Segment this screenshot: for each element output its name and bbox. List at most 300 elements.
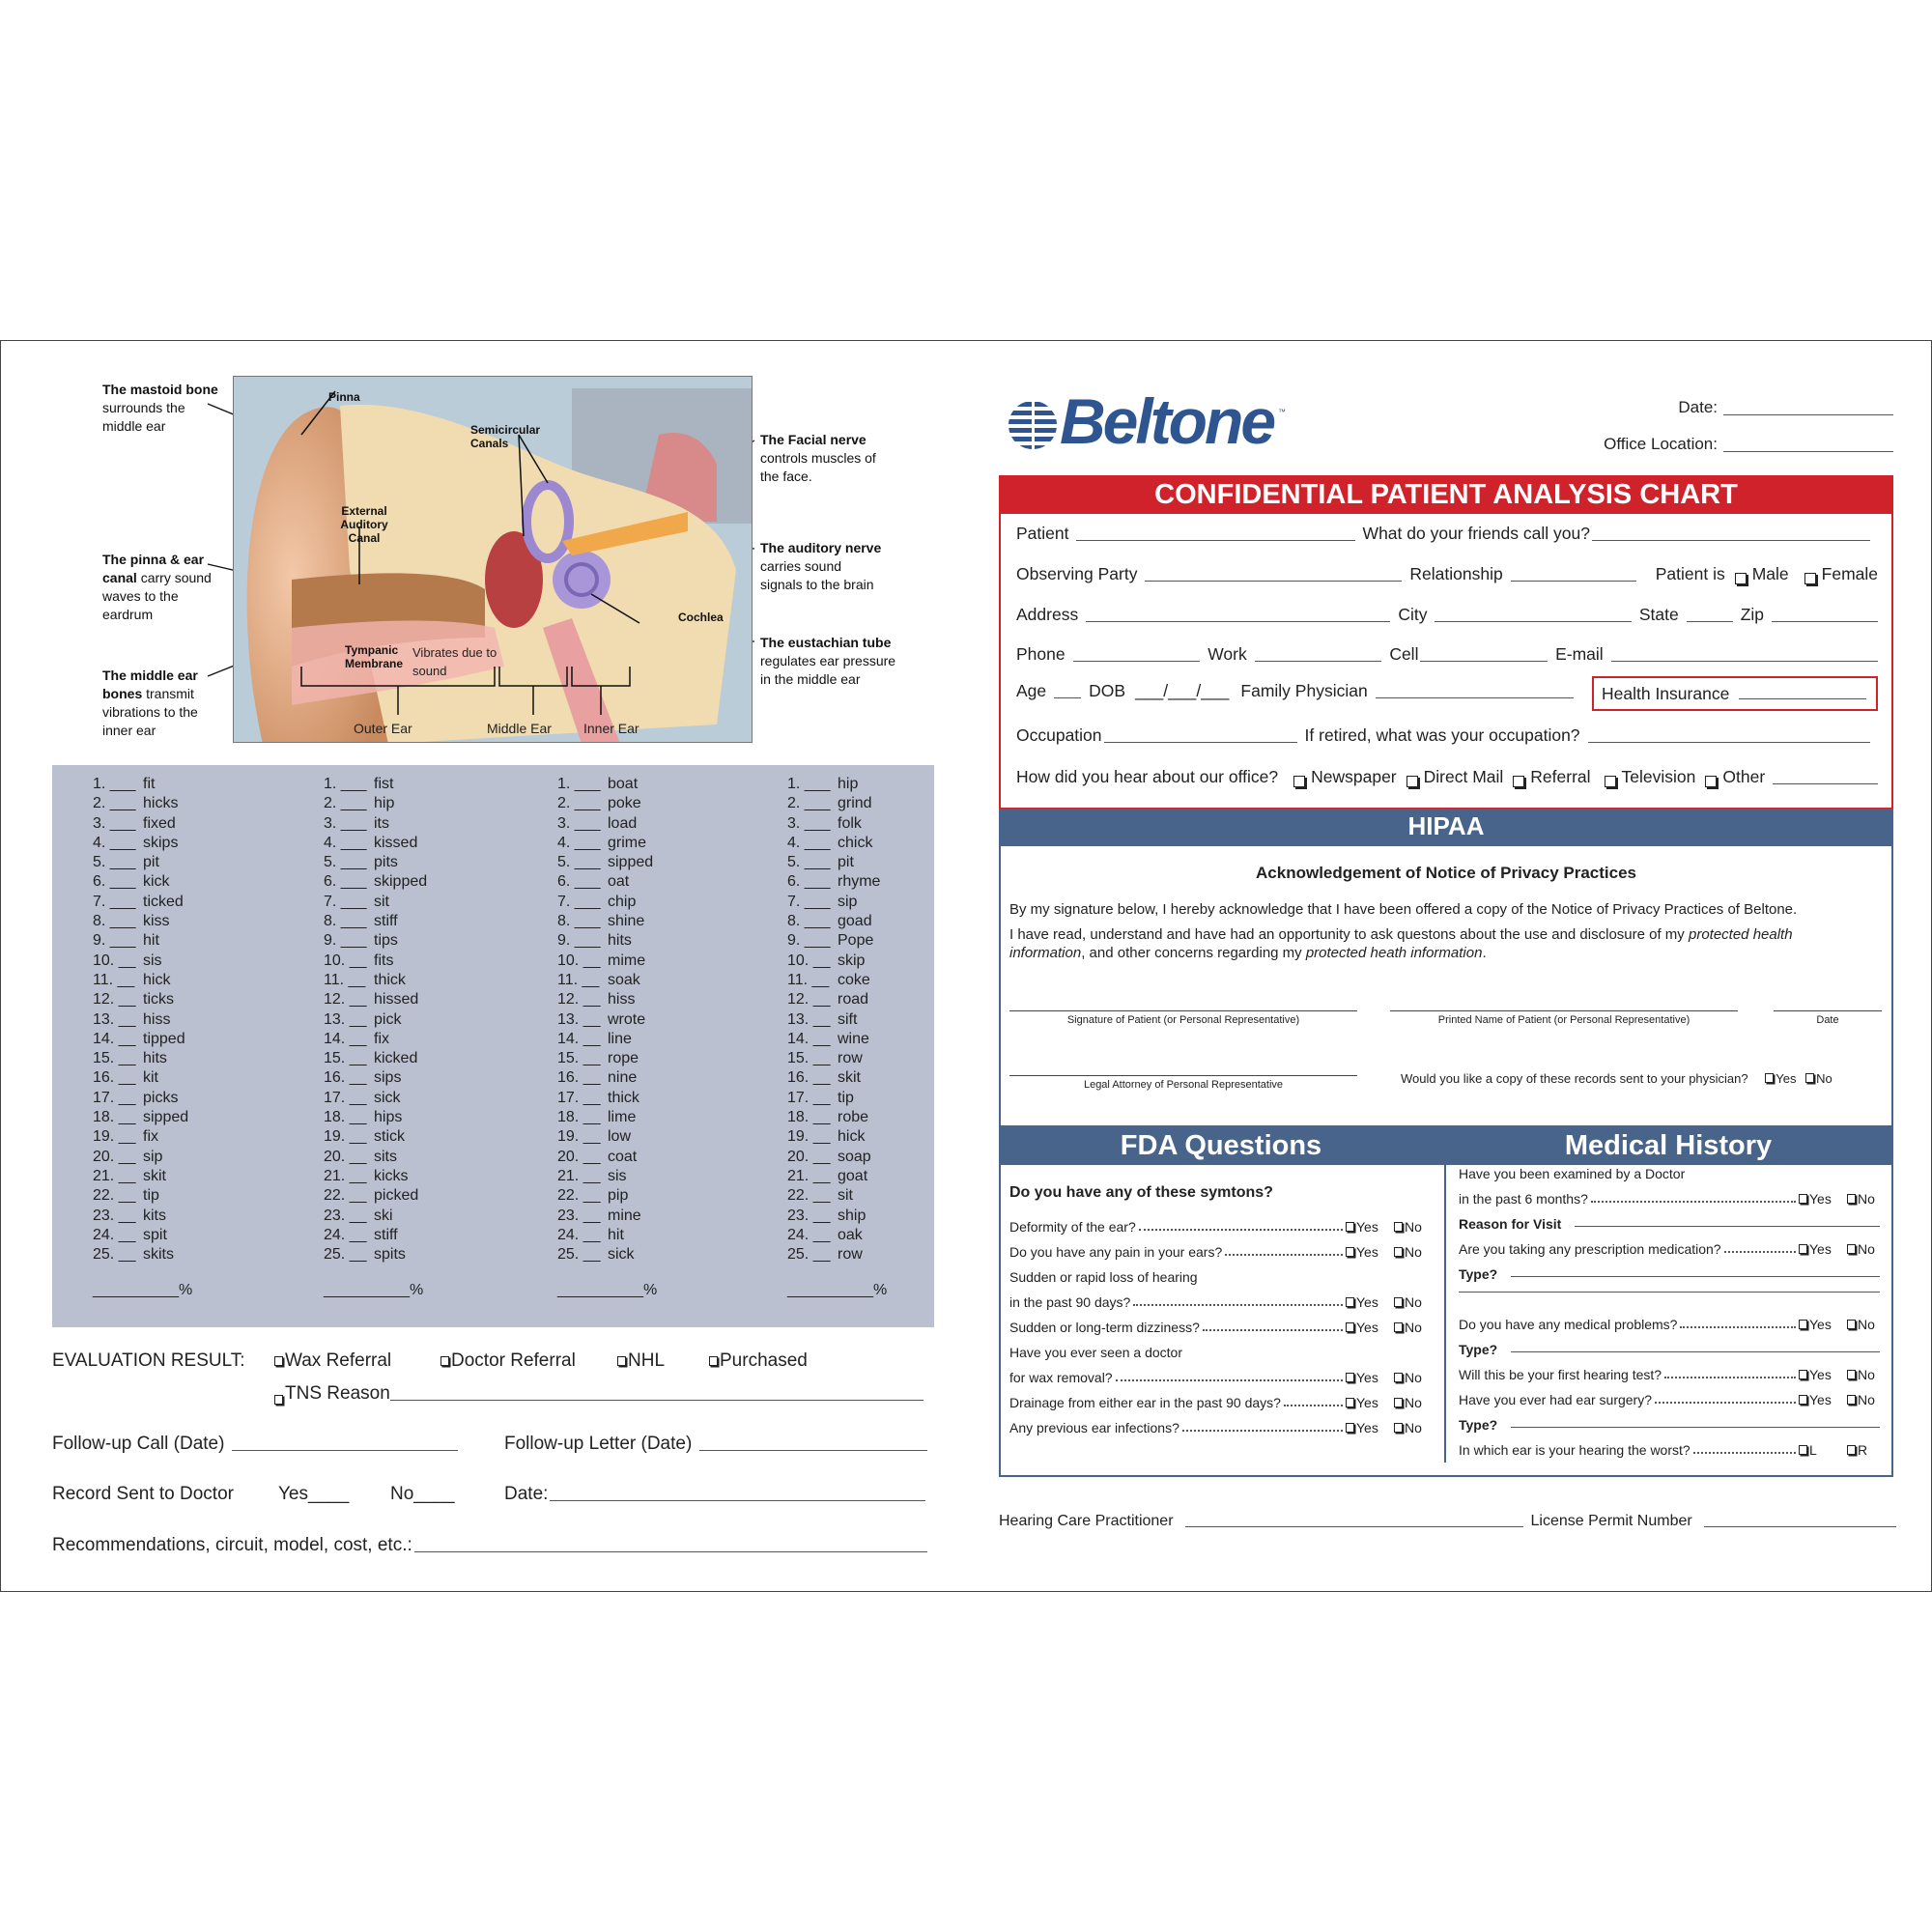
- word-list-item[interactable]: [557, 1089, 653, 1108]
- checkbox-icon[interactable]: [1394, 1373, 1403, 1382]
- percent-score-field[interactable]: __________%: [93, 1282, 193, 1298]
- percent-score-field[interactable]: __________%: [787, 1282, 888, 1298]
- word: thick: [374, 971, 406, 988]
- word-list-item[interactable]: [557, 1207, 653, 1226]
- word: sick: [608, 1246, 635, 1264]
- word-list-item[interactable]: [324, 1148, 427, 1167]
- followup-call-line[interactable]: [232, 1450, 458, 1451]
- other-checkbox[interactable]: [1705, 776, 1717, 787]
- patient-input[interactable]: [1076, 540, 1354, 541]
- yes-option[interactable]: [1346, 1370, 1394, 1385]
- retired-label: If retired, what was your occupation?: [1304, 725, 1580, 745]
- fda-question: [1009, 1370, 1427, 1385]
- word-list-item[interactable]: [324, 834, 427, 853]
- word-list-item[interactable]: [324, 794, 427, 813]
- retired-input[interactable]: [1588, 742, 1870, 743]
- item-number: 2. ___: [93, 795, 136, 812]
- word-list-item[interactable]: [324, 1068, 427, 1088]
- checkbox-icon[interactable]: [1346, 1423, 1354, 1433]
- word: folk: [838, 814, 862, 832]
- no-option[interactable]: [1847, 1191, 1880, 1207]
- word-list-item[interactable]: [787, 1089, 880, 1108]
- word-list-item[interactable]: [787, 1127, 880, 1147]
- friends-input[interactable]: [1592, 540, 1870, 541]
- word-list-item[interactable]: [93, 1068, 188, 1088]
- label-text: inner ear: [102, 723, 156, 738]
- answer-line[interactable]: [1511, 1427, 1880, 1428]
- work-input[interactable]: [1255, 661, 1382, 662]
- nhl-option[interactable]: [617, 1350, 665, 1372]
- records-copy-question: [1401, 1071, 1833, 1086]
- checkbox-icon[interactable]: [1394, 1297, 1403, 1307]
- item-number: 1. ___: [557, 776, 601, 792]
- word-list-item[interactable]: [93, 931, 188, 951]
- practitioner-row: [999, 1513, 1896, 1530]
- outer-ear-label: Outer Ear: [354, 721, 412, 736]
- question-text: Drainage from either ear in the past 90 days?: [1009, 1395, 1281, 1410]
- question-text: Sudden or long-term dizziness?: [1009, 1320, 1200, 1335]
- item-number: 19. __: [93, 1128, 136, 1146]
- female-checkbox[interactable]: [1804, 573, 1816, 584]
- word-list-item[interactable]: [93, 1030, 188, 1049]
- hear-about-label: How did you hear about our office?: [1016, 767, 1279, 786]
- checkbox-icon[interactable]: [1346, 1297, 1354, 1307]
- word-list-item[interactable]: [324, 775, 427, 794]
- yes-option[interactable]: [1346, 1420, 1394, 1435]
- doctor-referral-option[interactable]: [440, 1350, 576, 1372]
- recommendations-line[interactable]: [414, 1551, 927, 1552]
- word-list-item[interactable]: [324, 1108, 427, 1127]
- checkbox-icon[interactable]: [617, 1356, 626, 1366]
- medical-question: [1459, 1392, 1880, 1407]
- word-list-item[interactable]: [93, 1226, 188, 1245]
- referral-checkbox[interactable]: [1513, 776, 1524, 787]
- no-label: No: [1405, 1370, 1422, 1385]
- checkbox-icon[interactable]: [1847, 1244, 1856, 1254]
- word-list-item[interactable]: [324, 1030, 427, 1049]
- health-insurance-label: Health Insurance: [1602, 683, 1730, 703]
- word-list-item[interactable]: [93, 912, 188, 931]
- word-list-item[interactable]: [324, 853, 427, 872]
- word-list-item[interactable]: [324, 1186, 427, 1206]
- word-list-item[interactable]: [93, 990, 188, 1009]
- leader-dots: [1182, 1430, 1343, 1432]
- referral-label: Referral: [1530, 767, 1591, 786]
- percent-score-field[interactable]: __________%: [324, 1282, 424, 1298]
- followup-letter-row[interactable]: [504, 1434, 927, 1455]
- word-list-item[interactable]: [93, 952, 188, 971]
- word-list-item[interactable]: [787, 1186, 880, 1206]
- checkbox-icon[interactable]: [1847, 1445, 1856, 1455]
- item-number: 12. __: [787, 991, 831, 1009]
- word-list-item[interactable]: [93, 1108, 188, 1127]
- word-list-item[interactable]: [557, 1108, 653, 1127]
- address-input[interactable]: [1086, 621, 1390, 622]
- no-option[interactable]: [1394, 1420, 1427, 1435]
- word-list-item[interactable]: [93, 775, 188, 794]
- answer-line[interactable]: [1459, 1292, 1880, 1293]
- checkbox-icon[interactable]: [1346, 1373, 1354, 1382]
- word-list-item[interactable]: [557, 971, 653, 990]
- checkbox-icon[interactable]: [1847, 1395, 1856, 1405]
- word-list-item[interactable]: [787, 1148, 880, 1167]
- checkbox-icon[interactable]: [1799, 1320, 1807, 1329]
- chart-title: CONFIDENTIAL PATIENT ANALYSIS CHART: [999, 475, 1893, 514]
- word-list-item[interactable]: [787, 1245, 880, 1264]
- observing-input[interactable]: [1145, 581, 1402, 582]
- yes-option[interactable]: [1346, 1395, 1394, 1410]
- word-list-item[interactable]: [93, 872, 188, 892]
- word-list-item[interactable]: [93, 834, 188, 853]
- word-list-item[interactable]: [557, 1186, 653, 1206]
- item-number: 8. ___: [557, 913, 601, 930]
- word-list-item[interactable]: [557, 1226, 653, 1245]
- word-list-item[interactable]: [93, 971, 188, 990]
- checkbox-icon[interactable]: [274, 1395, 283, 1405]
- checkbox-icon[interactable]: [1346, 1322, 1354, 1332]
- purchased-option[interactable]: [709, 1350, 808, 1372]
- word-list-item[interactable]: [787, 814, 880, 834]
- no-option[interactable]: [1847, 1392, 1880, 1407]
- word-list-item[interactable]: [557, 1127, 653, 1147]
- word-list-item[interactable]: [787, 1049, 880, 1068]
- word: kicks: [374, 1167, 409, 1184]
- yes-option[interactable]: [1799, 1241, 1847, 1257]
- word-list-item[interactable]: [557, 952, 653, 971]
- word-list-item[interactable]: [93, 1089, 188, 1108]
- word-list-item[interactable]: [557, 1167, 653, 1186]
- word-list-item[interactable]: [787, 853, 880, 872]
- word-list-item[interactable]: [93, 1167, 188, 1186]
- word-list-item[interactable]: [557, 794, 653, 813]
- yes-option[interactable]: [1799, 1191, 1847, 1207]
- records-no-option[interactable]: [1805, 1071, 1833, 1086]
- male-checkbox[interactable]: [1735, 573, 1747, 584]
- checkbox-icon[interactable]: [1847, 1194, 1856, 1204]
- item-number: 19. __: [787, 1128, 831, 1146]
- word-list-item[interactable]: [557, 893, 653, 912]
- answer-line[interactable]: [1511, 1276, 1880, 1277]
- word-list-item[interactable]: [324, 1049, 427, 1068]
- no-option[interactable]: [1394, 1219, 1427, 1235]
- health-insurance-field[interactable]: [1592, 676, 1878, 711]
- checkbox-icon[interactable]: [1765, 1073, 1774, 1083]
- checkbox-icon[interactable]: [1847, 1320, 1856, 1329]
- word: sipped: [608, 854, 654, 871]
- yes-option[interactable]: [1346, 1294, 1394, 1310]
- checkbox-icon[interactable]: [1805, 1073, 1814, 1083]
- word: hicks: [143, 795, 179, 812]
- percent-score-field[interactable]: __________%: [557, 1282, 658, 1298]
- cell-input[interactable]: [1420, 661, 1548, 662]
- occupation-input[interactable]: [1104, 742, 1297, 743]
- checkbox-icon[interactable]: [1394, 1423, 1403, 1433]
- word-list-item[interactable]: [787, 1068, 880, 1088]
- word-list-item[interactable]: [557, 775, 653, 794]
- word: sits: [374, 1148, 397, 1165]
- item-number: 11. __: [324, 971, 366, 988]
- item-number: 1. ___: [787, 776, 831, 792]
- checkbox-icon[interactable]: [1394, 1222, 1403, 1232]
- word: oak: [838, 1226, 863, 1243]
- wax-referral-option[interactable]: [274, 1350, 391, 1372]
- word-list-item[interactable]: [93, 1049, 188, 1068]
- records-copy-label: Would you like a copy of these records sent to your physician?: [1401, 1071, 1748, 1086]
- word-list-item[interactable]: [557, 814, 653, 834]
- word-list-item[interactable]: [557, 912, 653, 931]
- word-list-item[interactable]: [557, 1030, 653, 1049]
- cell-label: Cell: [1389, 644, 1419, 664]
- word-list-item[interactable]: [324, 872, 427, 892]
- word-list-item[interactable]: [324, 1127, 427, 1147]
- office-location-line[interactable]: [1723, 451, 1893, 452]
- item-number: 22. __: [93, 1187, 136, 1205]
- word-list-item[interactable]: [787, 1207, 880, 1226]
- checkbox-icon[interactable]: [1346, 1247, 1354, 1257]
- medical-question: [1459, 1191, 1880, 1207]
- television-checkbox[interactable]: [1605, 776, 1616, 787]
- word-list-item[interactable]: [787, 1010, 880, 1030]
- state-input[interactable]: [1687, 621, 1733, 622]
- zip-input[interactable]: [1772, 621, 1878, 622]
- word-list-item[interactable]: [787, 834, 880, 853]
- date-label: Date:: [1678, 398, 1718, 416]
- date-field[interactable]: [1678, 398, 1893, 417]
- no-option[interactable]: [1394, 1395, 1427, 1410]
- health-insurance-input[interactable]: [1739, 698, 1866, 699]
- yes-option[interactable]: [1799, 1392, 1847, 1407]
- left-option[interactable]: [1799, 1442, 1847, 1458]
- hipaa-section: [999, 809, 1893, 1477]
- question-text: Reason for Visit: [1459, 1216, 1562, 1232]
- answer-line[interactable]: [1511, 1351, 1880, 1352]
- word: boat: [608, 776, 639, 792]
- word-list-item[interactable]: [324, 1245, 427, 1264]
- question-text: Do you have any medical problems?: [1459, 1317, 1678, 1332]
- date-line[interactable]: [1723, 414, 1893, 415]
- word-list-item[interactable]: [93, 1148, 188, 1167]
- word-list-item[interactable]: [787, 1108, 880, 1127]
- office-location-field[interactable]: [1604, 435, 1893, 454]
- yes-option[interactable]: [1346, 1320, 1394, 1335]
- item-number: 25. __: [787, 1246, 831, 1264]
- word-list-item[interactable]: [93, 1127, 188, 1147]
- word-list-item[interactable]: [557, 1148, 653, 1167]
- medical-question: [1459, 1417, 1880, 1433]
- other-input[interactable]: [1773, 783, 1878, 784]
- word-list-item[interactable]: [557, 834, 653, 853]
- word: shine: [608, 913, 645, 930]
- word-list-item[interactable]: [557, 872, 653, 892]
- yes-option[interactable]: [1346, 1219, 1394, 1235]
- recommendations-row[interactable]: [52, 1535, 927, 1556]
- no-option[interactable]: [1847, 1367, 1880, 1382]
- word-list-item[interactable]: [787, 931, 880, 951]
- word-list-item[interactable]: [787, 990, 880, 1009]
- yes-option[interactable]: [1799, 1317, 1847, 1332]
- word-list-item[interactable]: [324, 912, 427, 931]
- word-list-item[interactable]: [324, 952, 427, 971]
- followup-call-row[interactable]: [52, 1434, 458, 1455]
- word-list-item[interactable]: [324, 1010, 427, 1030]
- word-list-item[interactable]: [93, 853, 188, 872]
- item-number: 25. __: [324, 1246, 367, 1264]
- word-list-item[interactable]: [324, 971, 427, 990]
- yes-label: Yes: [1809, 1241, 1832, 1257]
- word: fix: [374, 1030, 389, 1047]
- checkbox-icon[interactable]: [1346, 1398, 1354, 1407]
- word-list-item[interactable]: [787, 1226, 880, 1245]
- family-physician-input[interactable]: [1376, 697, 1574, 698]
- record-date-row[interactable]: [504, 1484, 925, 1505]
- word: rope: [608, 1050, 639, 1067]
- patient-analysis-chart: [999, 475, 1893, 810]
- option-label: Doctor Referral: [451, 1350, 576, 1371]
- word: thick: [608, 1089, 639, 1106]
- patient-label: Patient: [1016, 524, 1069, 543]
- word-list-item[interactable]: [93, 1186, 188, 1206]
- word: tip: [143, 1187, 159, 1205]
- word-list-item[interactable]: [557, 853, 653, 872]
- word-list-item[interactable]: [557, 931, 653, 951]
- checkbox-icon[interactable]: [1799, 1194, 1807, 1204]
- checkbox-icon[interactable]: [1799, 1395, 1807, 1405]
- word-list-item[interactable]: [324, 931, 427, 951]
- word-list-item[interactable]: [557, 1010, 653, 1030]
- right-option[interactable]: [1847, 1442, 1880, 1458]
- word-list-item[interactable]: [93, 1010, 188, 1030]
- no-option[interactable]: [1394, 1244, 1427, 1260]
- answer-line[interactable]: [1575, 1226, 1880, 1227]
- no-option[interactable]: [1394, 1294, 1427, 1310]
- word-list-item[interactable]: [787, 872, 880, 892]
- word-list-item[interactable]: [93, 814, 188, 834]
- checkbox-icon[interactable]: [1394, 1247, 1403, 1257]
- checkbox-icon[interactable]: [709, 1356, 718, 1366]
- age-input[interactable]: [1054, 697, 1081, 698]
- word: soap: [838, 1148, 871, 1165]
- word-list-item[interactable]: [787, 1167, 880, 1186]
- item-number: 21. __: [787, 1167, 831, 1184]
- newspaper-checkbox[interactable]: [1293, 776, 1305, 787]
- record-date-line[interactable]: [550, 1500, 925, 1501]
- word: picks: [143, 1089, 179, 1106]
- label-bold: bones: [102, 686, 143, 701]
- checkbox-icon[interactable]: [274, 1356, 283, 1366]
- item-number: 13. __: [787, 1010, 831, 1028]
- word-list-item[interactable]: [787, 952, 880, 971]
- followup-letter-line[interactable]: [699, 1450, 927, 1451]
- checkbox-icon[interactable]: [1394, 1398, 1403, 1407]
- item-number: 19. __: [324, 1128, 367, 1146]
- item-number: 15. __: [787, 1050, 831, 1067]
- word-list-item[interactable]: [324, 1207, 427, 1226]
- signature-patient-line[interactable]: Signature of Patient (or Personal Representative): [1009, 1010, 1357, 1026]
- record-sent-row: [52, 1484, 455, 1505]
- practitioner-input[interactable]: [1185, 1526, 1523, 1527]
- no-option[interactable]: [1847, 1241, 1880, 1257]
- phone-input[interactable]: [1073, 661, 1201, 662]
- medical-question: [1459, 1317, 1880, 1332]
- word-list-item[interactable]: [557, 990, 653, 1009]
- no-option[interactable]: [1847, 1317, 1880, 1332]
- checkbox-icon[interactable]: [1799, 1370, 1807, 1379]
- checkbox-icon[interactable]: [1346, 1222, 1354, 1232]
- word-list-item[interactable]: [787, 971, 880, 990]
- legal-attorney-line[interactable]: Legal Attorney of Personal Representative: [1009, 1075, 1357, 1091]
- record-no[interactable]: No____: [390, 1484, 455, 1504]
- word-list-column: [787, 775, 880, 1264]
- no-option[interactable]: [1394, 1320, 1427, 1335]
- leader-dots: [1139, 1229, 1343, 1231]
- checkbox-icon[interactable]: [1394, 1322, 1403, 1332]
- item-number: 9. ___: [324, 932, 367, 950]
- word-list-item[interactable]: [787, 1030, 880, 1049]
- item-number: 9. ___: [787, 932, 831, 950]
- records-yes-option[interactable]: [1765, 1071, 1796, 1086]
- direct-mail-checkbox[interactable]: [1406, 776, 1418, 787]
- email-input[interactable]: [1611, 661, 1878, 662]
- word-list-item[interactable]: [93, 1207, 188, 1226]
- word-list-item[interactable]: [324, 893, 427, 912]
- no-option[interactable]: [1394, 1370, 1427, 1385]
- word-list-item[interactable]: [324, 1226, 427, 1245]
- option-label: NHL: [628, 1350, 666, 1371]
- tns-reason-row[interactable]: [274, 1383, 923, 1405]
- word-list-item[interactable]: [324, 1167, 427, 1186]
- word-list-item[interactable]: [324, 1089, 427, 1108]
- yes-option[interactable]: [1346, 1244, 1394, 1260]
- checkbox-icon[interactable]: [1799, 1244, 1807, 1254]
- word-list-item[interactable]: [557, 1049, 653, 1068]
- relationship-input[interactable]: [1511, 581, 1636, 582]
- printed-name-line[interactable]: Printed Name of Patient (or Personal Representative): [1390, 1010, 1738, 1026]
- word-list-item[interactable]: [787, 893, 880, 912]
- fda-title: FDA Questions: [1120, 1130, 1322, 1161]
- item-number: 20. __: [93, 1148, 136, 1165]
- word-list-item[interactable]: [557, 1245, 653, 1264]
- checkbox-icon[interactable]: [1847, 1370, 1856, 1379]
- observing-row: [1016, 564, 1878, 584]
- record-yes[interactable]: Yes____: [278, 1484, 350, 1504]
- leader-dots: [1680, 1326, 1796, 1328]
- question-text: Sudden or rapid loss of hearing: [1009, 1269, 1198, 1285]
- fda-question: [1009, 1294, 1427, 1310]
- word: wine: [838, 1030, 869, 1047]
- word-list-item[interactable]: [93, 893, 188, 912]
- word-list-item[interactable]: [557, 1068, 653, 1088]
- word-list-item[interactable]: [324, 814, 427, 834]
- label-text: waves to the: [102, 588, 179, 604]
- checkbox-icon[interactable]: [1799, 1445, 1807, 1455]
- word-list-item[interactable]: [93, 794, 188, 813]
- license-input[interactable]: [1704, 1526, 1896, 1527]
- tns-reason-line[interactable]: [390, 1400, 923, 1401]
- word-list-item[interactable]: [787, 775, 880, 794]
- word-list-item[interactable]: [787, 912, 880, 931]
- checkbox-icon[interactable]: [440, 1356, 449, 1366]
- item-number: 17. __: [557, 1089, 601, 1106]
- word-list-item[interactable]: [787, 794, 880, 813]
- item-number: 20. __: [787, 1148, 831, 1165]
- yes-option[interactable]: [1799, 1367, 1847, 1382]
- word-list-item[interactable]: [324, 990, 427, 1009]
- dob-input[interactable]: ___/___/___: [1135, 681, 1230, 700]
- word-list-item[interactable]: [93, 1245, 188, 1264]
- city-input[interactable]: [1435, 621, 1631, 622]
- signature-date-line[interactable]: Date: [1774, 1010, 1882, 1026]
- followup-call-label: Follow-up Call (Date): [52, 1434, 225, 1454]
